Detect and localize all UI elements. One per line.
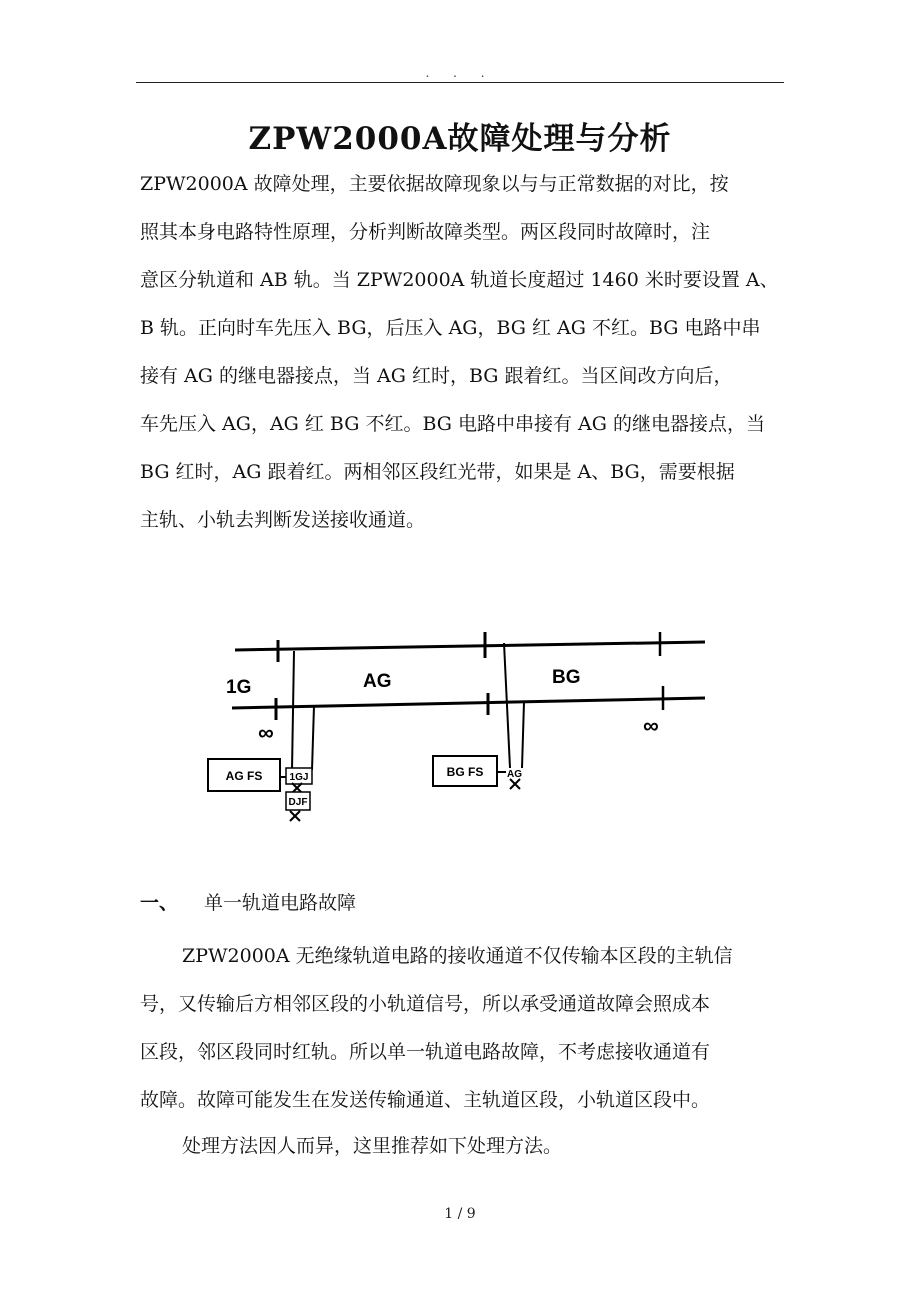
bottom-rail — [232, 698, 705, 708]
intro-paragraph — [140, 160, 800, 544]
intro-line: 车先压入 AG，AG 红 BG 不红。BG 电路中串接有 AG 的继电器接点，当 — [140, 413, 765, 435]
section-heading-text: 单一轨道电路故障 — [204, 892, 357, 914]
header-rule — [136, 82, 784, 83]
section-line: 故障。故障可能发生在发送传输通道、主轨道区段，小轨道区段中。 — [140, 1089, 711, 1111]
relay-1gj-label: 1GJ — [289, 772, 309, 783]
section-line: ZPW2000A 无绝缘轨道电路的接收通道不仅传输本区段的主轨信 — [182, 945, 733, 967]
section-heading — [140, 888, 356, 915]
track-circuit-diagram — [200, 620, 720, 830]
section-number: 一、 — [140, 892, 179, 914]
infinity-symbol: ∞ — [643, 713, 659, 738]
intro-line: 主轨、小轨去判断发送接收通道。 — [140, 509, 426, 531]
relay-djf-label: DJF — [288, 797, 308, 808]
infinity-symbol: ∞ — [258, 720, 274, 745]
wire — [292, 651, 294, 770]
section-label-ag: AG — [363, 671, 392, 692]
top-rail — [235, 642, 705, 650]
method-line: 处理方法因人而异，这里推荐如下处理方法。 — [182, 1135, 563, 1157]
intro-line: 意区分轨道和 AB 轨。当 ZPW2000A 轨道长度超过 1460 米时要设置 A、 — [140, 269, 779, 291]
section-line: 号，又传输后方相邻区段的小轨道信号，所以承受通道故障会照成本 — [140, 993, 711, 1015]
bg-fs-label: BG FS — [446, 765, 484, 779]
wire — [312, 706, 314, 770]
header-dots: . . . — [425, 66, 495, 80]
method-paragraph — [140, 1122, 800, 1170]
relay-ag-label: AG — [507, 769, 522, 780]
wire — [522, 702, 524, 768]
intro-line: 照其本身电路特性原理，分析判断故障类型。两区段同时故障时，注 — [140, 221, 711, 243]
section-label-bg: BG — [552, 667, 581, 688]
section-paragraph — [140, 932, 800, 1124]
section-label-1g: 1G — [226, 677, 252, 698]
section-line: 区段，邻区段同时红轨。所以单一轨道电路故障，不考虑接收通道有 — [140, 1041, 711, 1063]
intro-line: ZPW2000A 故障处理，主要依据故障现象以与与正常数据的对比，按 — [140, 173, 729, 195]
intro-line: BG 红时，AG 跟着红。两相邻区段红光带，如果是 A、BG，需要根据 — [140, 461, 735, 483]
ag-fs-label: AG FS — [225, 769, 263, 783]
page-number: 1 / 9 — [444, 1206, 476, 1222]
intro-line: B 轨。正向时车先压入 BG，后压入 AG，BG 红 AG 不红。BG 电路中串 — [140, 317, 761, 339]
wire — [504, 643, 510, 768]
intro-line: 接有 AG 的继电器接点，当 AG 红时，BG 跟着红。当区间改方向后， — [140, 365, 733, 387]
document-title: ZPW2000A故障处理与分析 — [248, 121, 672, 157]
